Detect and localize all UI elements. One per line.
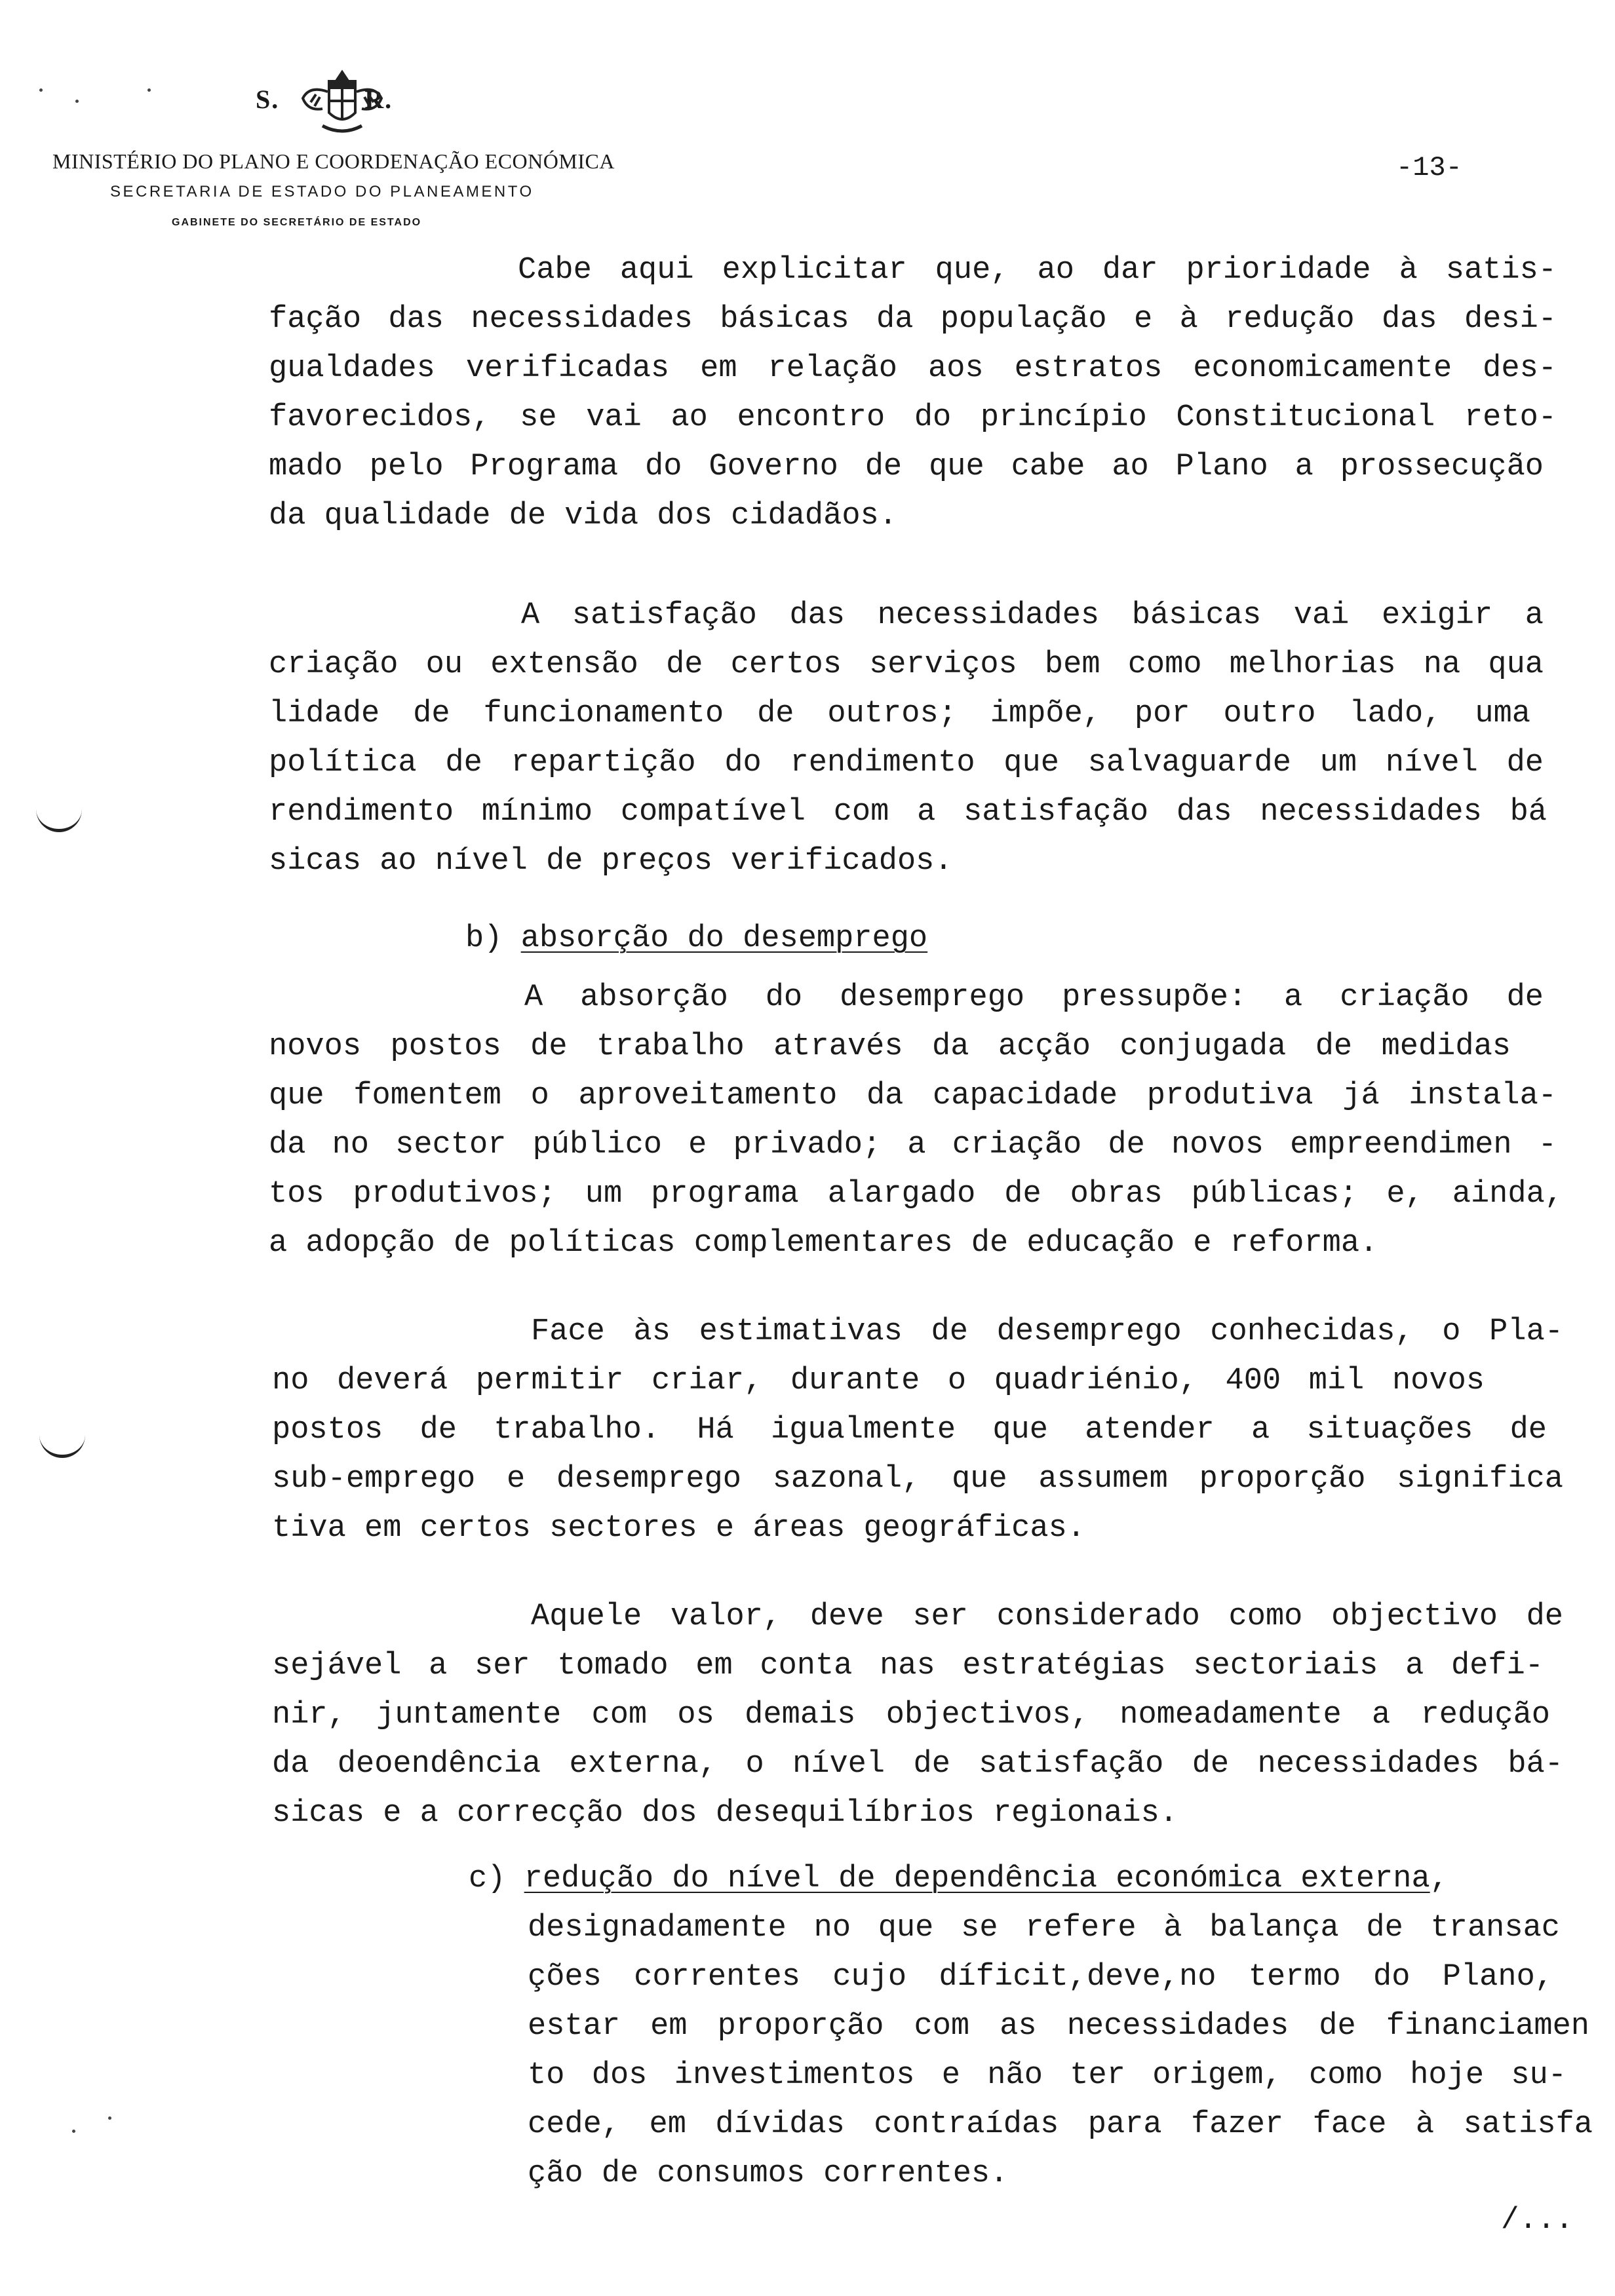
text-line: da no sector público e privado; a criação de novos empreendimen - — [269, 1128, 1557, 1162]
initial-r: R. — [364, 85, 393, 114]
punch-hole-mark — [36, 803, 82, 832]
text-line: A absorção do desemprego pressupõe: a criação de — [524, 980, 1544, 1015]
text-line: postos de trabalho. Há igualmente que atender a situações de — [272, 1413, 1547, 1447]
text-line: no deverá permitir criar, durante o quadriénio, 400 mil novos — [272, 1364, 1485, 1398]
text-line: rendimento mínimo compatível com a satisfação das necessidades bá — [269, 795, 1547, 830]
cabinet-name: GABINETE DO SECRETÁRIO DE ESTADO — [172, 217, 422, 228]
text-line: tiva em certos sectores e áreas geográficas. — [272, 1511, 1086, 1546]
text-line: cede, em dívidas contraídas para fazer face à satisfa — [528, 2107, 1593, 2142]
text-line: Face às estimativas de desemprego conhecidas, o Pla- — [531, 1314, 1563, 1349]
text-line: lidade de funcionamento de outros; impõe, por outro lado, uma — [269, 697, 1530, 731]
text-line: sicas e a correcção dos desequilíbrios regionais. — [272, 1796, 1178, 1831]
page-number: -13- — [1396, 152, 1462, 183]
text-line: estar em proporção com as necessidades de financiamen — [528, 2009, 1589, 2044]
section-c-label: c) — [469, 1862, 506, 1896]
text-line: fação das necessidades básicas da população e à redução das desi- — [269, 302, 1557, 337]
punch-hole-mark — [39, 1428, 85, 1458]
initial-s: S. — [256, 85, 280, 114]
ministry-name: MINISTÉRIO DO PLANO E COORDENAÇÃO ECONÓMICA — [52, 149, 615, 173]
section-c-comma: , — [1430, 1862, 1449, 1896]
scan-speck — [75, 100, 79, 103]
text-line: ções correntes cujo díficit,deve,no termo do Plano, — [528, 1960, 1553, 1995]
text-line: Cabe aqui explicitar que, ao dar prioridade à satis- — [518, 253, 1557, 288]
text-line: designadamente no que se refere à balança de transac — [528, 1911, 1560, 1945]
text-line: ção de consumos correntes. — [528, 2156, 1009, 2191]
continuation-mark: /... — [1501, 2203, 1574, 2237]
scan-speck — [72, 2130, 75, 2133]
text-line: que fomentem o aproveitamento da capacidade produtiva já instala- — [269, 1079, 1557, 1113]
text-line: sicas ao nível de preços verificados. — [269, 844, 953, 879]
section-b-title: absorção do desemprego — [520, 921, 928, 956]
text-line: to dos investimentos e não ter origem, como hoje su- — [528, 2058, 1566, 2093]
coat-of-arms-icon — [296, 66, 388, 144]
text-line: favorecidos, se vai ao encontro do princípio Constitucional reto- — [269, 400, 1557, 435]
scan-speck — [108, 2116, 111, 2120]
scan-speck — [147, 88, 151, 92]
text-line: tos produtivos; um programa alargado de obras públicas; e, ainda, — [269, 1177, 1563, 1212]
text-line: da qualidade de vida dos cidadãos. — [269, 499, 897, 533]
text-line: novos postos de trabalho através da acção conjugada de medidas — [269, 1029, 1511, 1064]
text-line: sejável a ser tomado em conta nas estratégias sectoriais a defi- — [272, 1649, 1544, 1683]
section-b-heading — [465, 921, 927, 957]
text-line: nir, juntamente com os demais objectivos, nomeadamente a redução — [272, 1698, 1550, 1732]
secretariat-name: SECRETARIA DE ESTADO DO PLANEAMENTO — [110, 183, 534, 201]
text-line: política de repartição do rendimento que salvaguarde um nível de — [269, 746, 1544, 780]
text-line: da deoendência externa, o nível de satisfação de necessidades bá- — [272, 1747, 1563, 1782]
section-b-label: b) — [465, 921, 503, 956]
text-line: A satisfação das necessidades básicas vai exigir a — [521, 598, 1544, 633]
scan-speck — [39, 88, 43, 92]
text-line: criação ou extensão de certos serviços bem como melhorias na qua — [269, 647, 1544, 682]
text-line: gualdades verificadas em relação aos estratos economicamente des- — [269, 351, 1557, 386]
text-line: Aquele valor, deve ser considerado como objectivo de — [531, 1599, 1563, 1634]
text-line: sub-emprego e desemprego sazonal, que assumem proporção significa — [272, 1462, 1563, 1497]
text-line: mado pelo Programa do Governo de que cabe ao Plano a prossecução — [269, 450, 1544, 484]
section-c-heading — [469, 1861, 1449, 1898]
section-c-title: redução do nível de dependência económica externa — [524, 1862, 1430, 1896]
text-line: a adopção de políticas complementares de educação e reforma. — [269, 1226, 1378, 1261]
